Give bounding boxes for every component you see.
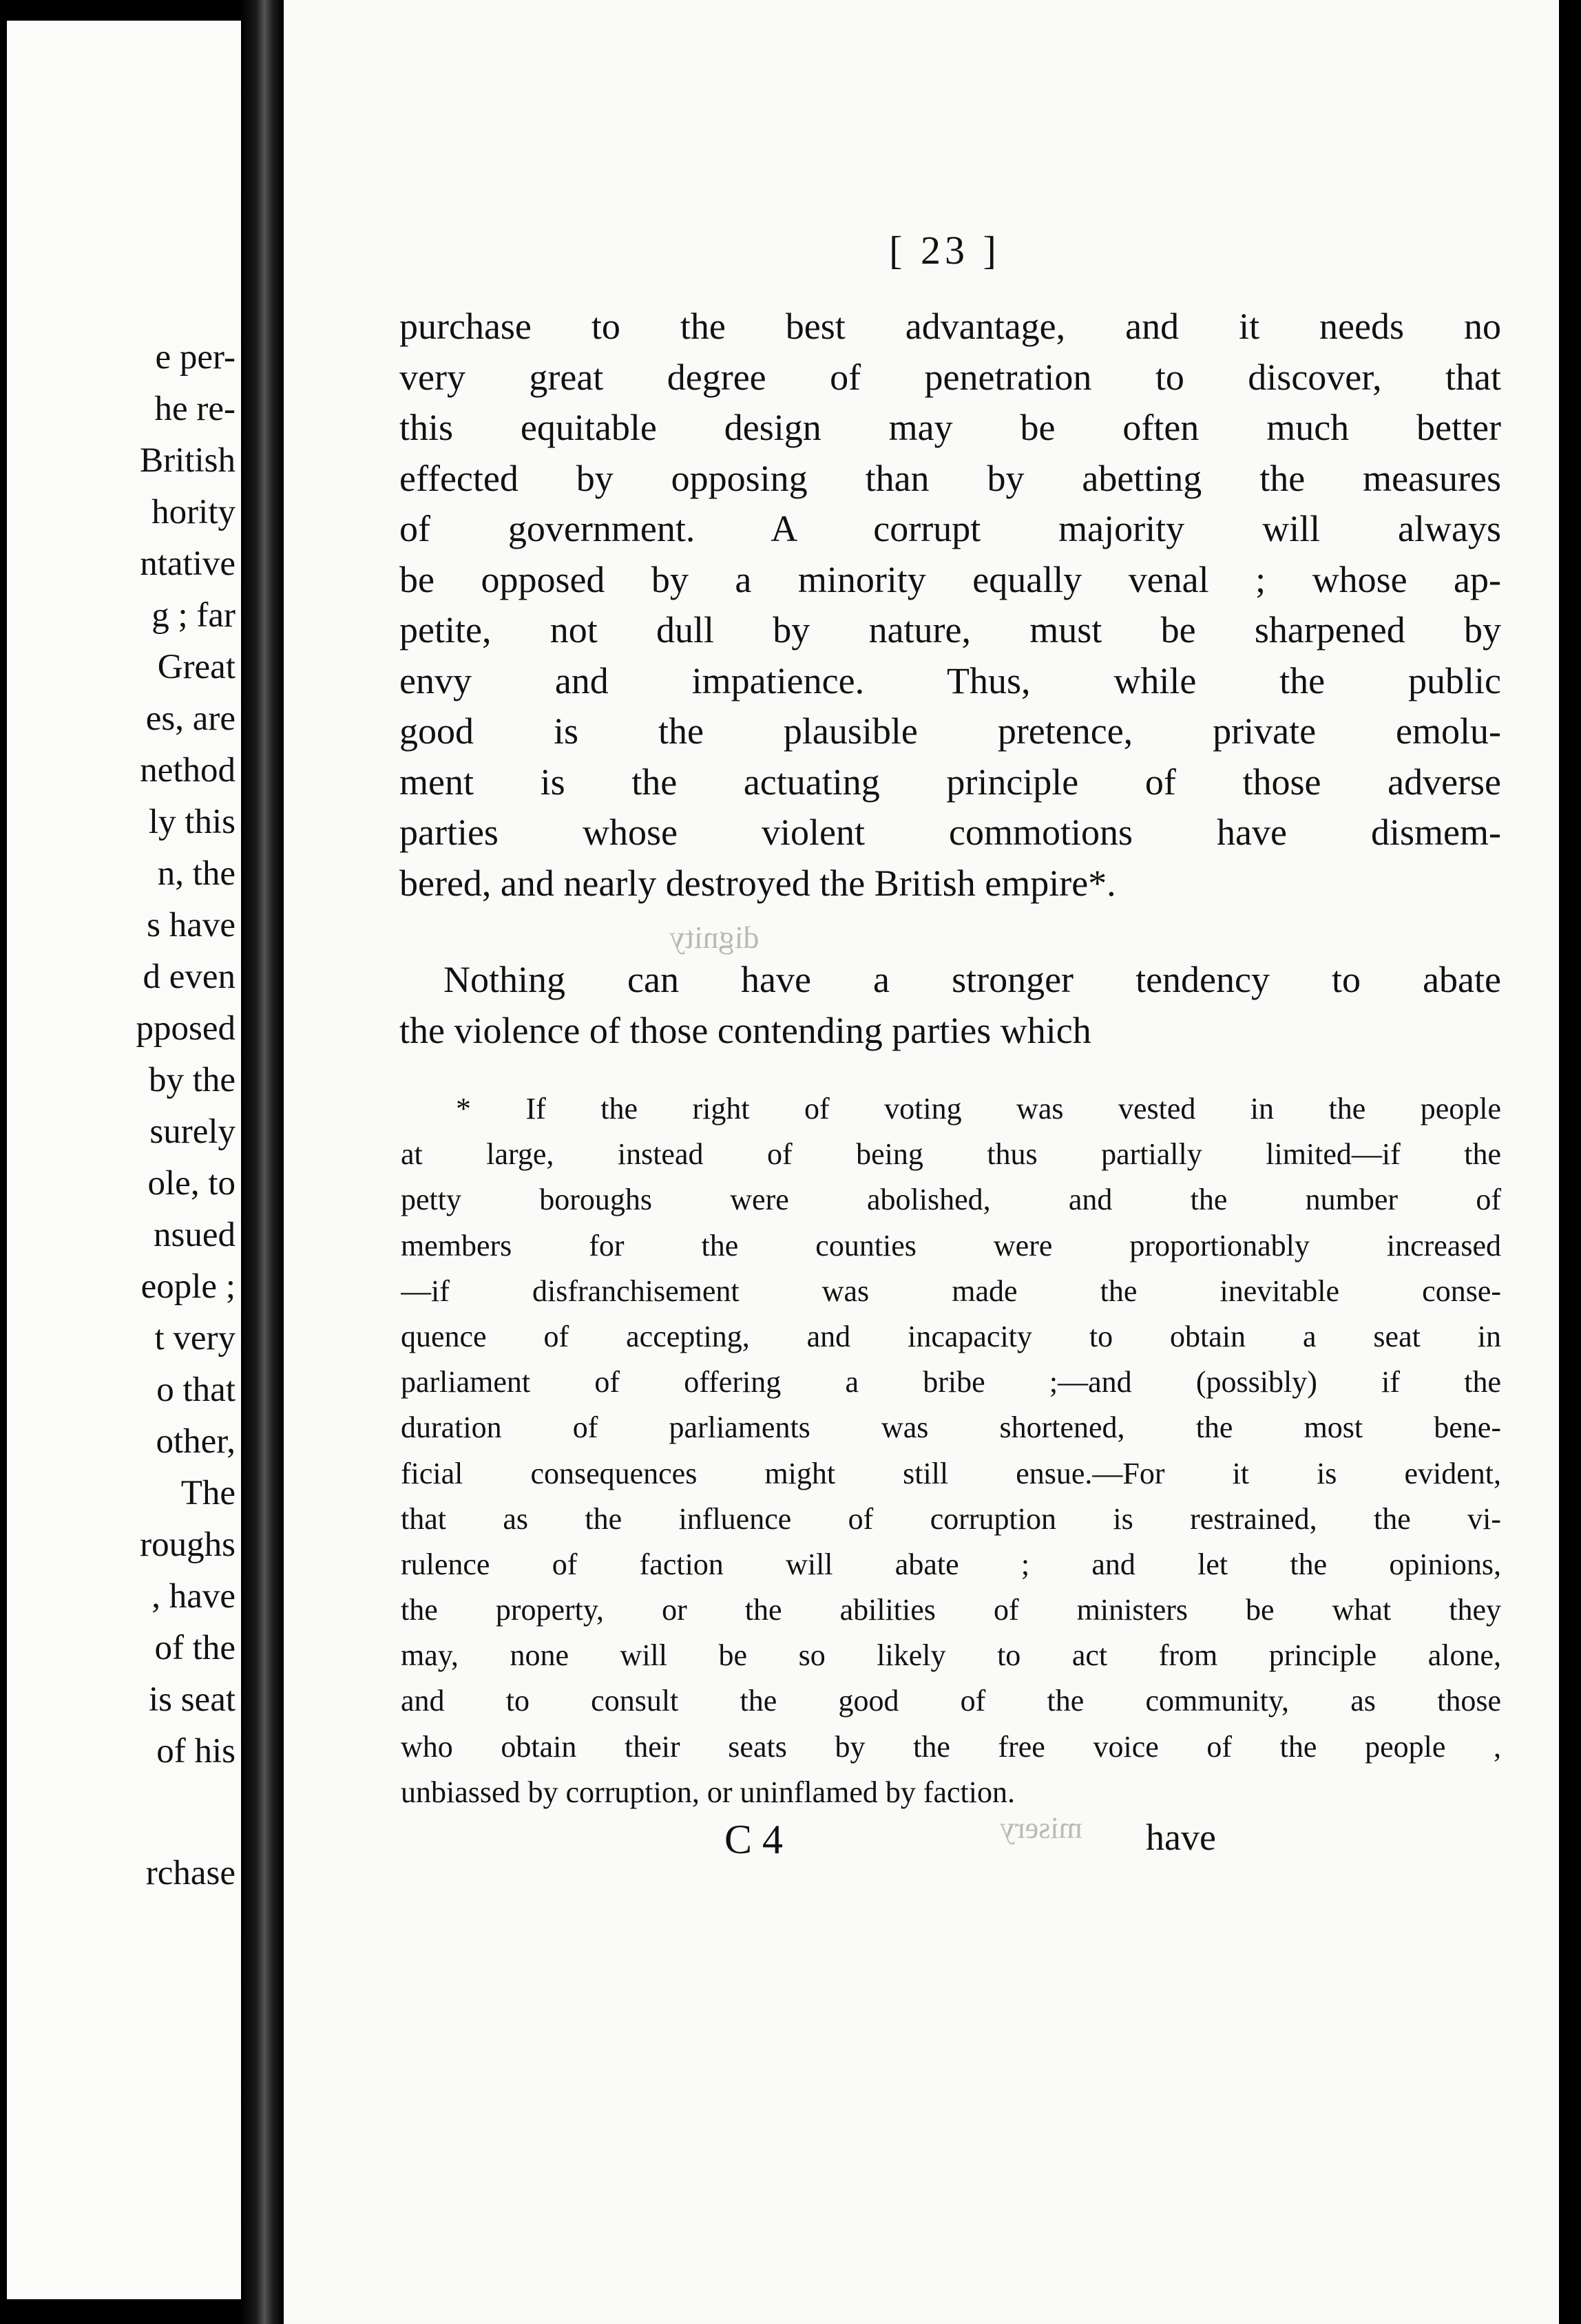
facing-page-line: pposed [136,1009,235,1048]
footnote-line: the property, or the abilities of ministers be what they [401,1593,1501,1627]
facing-page-left [7,21,241,2299]
paragraph-1 [399,302,1501,909]
facing-page-line: o that [156,1371,235,1409]
facing-page-catchword: rchase [145,1854,235,1892]
footnote-line: who obtain their seats by the free voice of the people , [401,1729,1501,1764]
facing-page-line: , have [151,1577,235,1616]
facing-page-line: The [180,1474,235,1512]
text-line: purchase to the best advantage, and it needs no [399,306,1501,347]
text-line: of government. A corrupt majority will always [399,508,1501,549]
footnote-line: unbiassed by corruption, or uninflamed by faction. [401,1775,1016,1809]
text-line: the violence of those contending parties which [399,1009,1091,1051]
text-line: good is the plausible pretence, private emolu- [399,710,1501,752]
facing-page-line: ole, to [147,1164,235,1203]
facing-page-line: by the [148,1061,235,1099]
text-line: petite, not dull by nature, must be sharpened by [399,609,1501,651]
facing-page-line: s have [147,906,235,944]
footnote-line: may, none will be so likely to act from principle alone, [401,1638,1501,1673]
page-number: [ 23 ] [889,228,1001,273]
page-23 [284,0,1559,2324]
text-line: this equitable design may be often much better [399,407,1501,448]
text-line: very great degree of penetration to discover, that [399,356,1501,398]
facing-page-line: es, are [145,699,235,738]
footnote-line: members for the counties were proportionably increased [401,1228,1501,1263]
facing-page-line: is seat [148,1680,235,1719]
facing-page-line: t very [154,1319,235,1358]
show-through-text: dignity [669,920,760,955]
scan-border-left [0,0,7,2324]
text-line: parties whose violent commotions have dismem- [399,812,1501,853]
facing-page-line: n, the [157,854,235,893]
facing-page-line: of the [154,1629,235,1667]
catchword: have [1146,1817,1216,1858]
text-line: Nothing can have a stronger tendency to abate [443,959,1501,1000]
facing-page-line: nsued [154,1216,235,1254]
facing-page-line: ntative [140,545,235,583]
footnote-line: parliament of offering a bribe ;—and (possibly) if the [401,1365,1501,1399]
signature-mark: C 4 [724,1817,784,1862]
facing-page-line: other, [156,1422,235,1461]
facing-page-line: of his [156,1732,235,1771]
footnote-line: duration of parliaments was shortened, the most bene- [401,1411,1501,1445]
text-line: ment is the actuating principle of those adverse [399,761,1501,803]
show-through-text: misery [1000,1811,1082,1845]
footnote-line: rulence of faction will abate ; and let the opinions, [401,1547,1501,1581]
facing-page-line: hority [151,493,235,531]
facing-page-line: e per- [155,338,235,377]
footnote-line: at large, instead of being thus partially limited—if the [401,1137,1501,1172]
main-text [399,302,1501,1056]
facing-page-line: he re- [154,390,235,428]
scan-border-right [1559,0,1581,2324]
facing-page-line: ly this [148,803,235,841]
facing-page-line: eople ; [140,1267,235,1306]
footnote-line: and to consult the good of the community, as those [401,1684,1501,1718]
facing-page-line: Great [157,648,235,686]
text-line: envy and impatience. Thus, while the public [399,659,1501,701]
text-line: bered, and nearly destroyed the British empire*. [399,862,1116,904]
facing-page-line: g ; far [151,596,235,635]
footnote-line: that as the influence of corruption is restrained, the vi- [401,1501,1501,1536]
facing-page-text [7,332,241,1777]
paragraph-2 [399,955,1501,1056]
footnote-line: petty boroughs were abolished, and the number of [401,1183,1501,1217]
footnote-line: —if disfranchisement was made the inevitable conse- [401,1274,1501,1308]
text-line: effected by opposing than by abetting the measures [399,457,1501,499]
footnote-line: * If the right of voting was vested in the people [456,1092,1501,1126]
footnote-line: ficial consequences might still ensue.—For it is evident, [401,1456,1501,1490]
facing-page-line: surely [149,1112,235,1151]
facing-page-line: roughs [140,1525,235,1564]
facing-page-line: d even [143,958,235,996]
footnote-line: quence of accepting, and incapacity to obtain a seat in [401,1319,1501,1353]
footnote [401,1086,1501,1815]
book-gutter [241,0,284,2324]
facing-page-line: British [140,441,235,480]
facing-page-line: nethod [140,751,235,790]
text-line: be opposed by a minority equally venal ; whose ap- [399,558,1501,600]
